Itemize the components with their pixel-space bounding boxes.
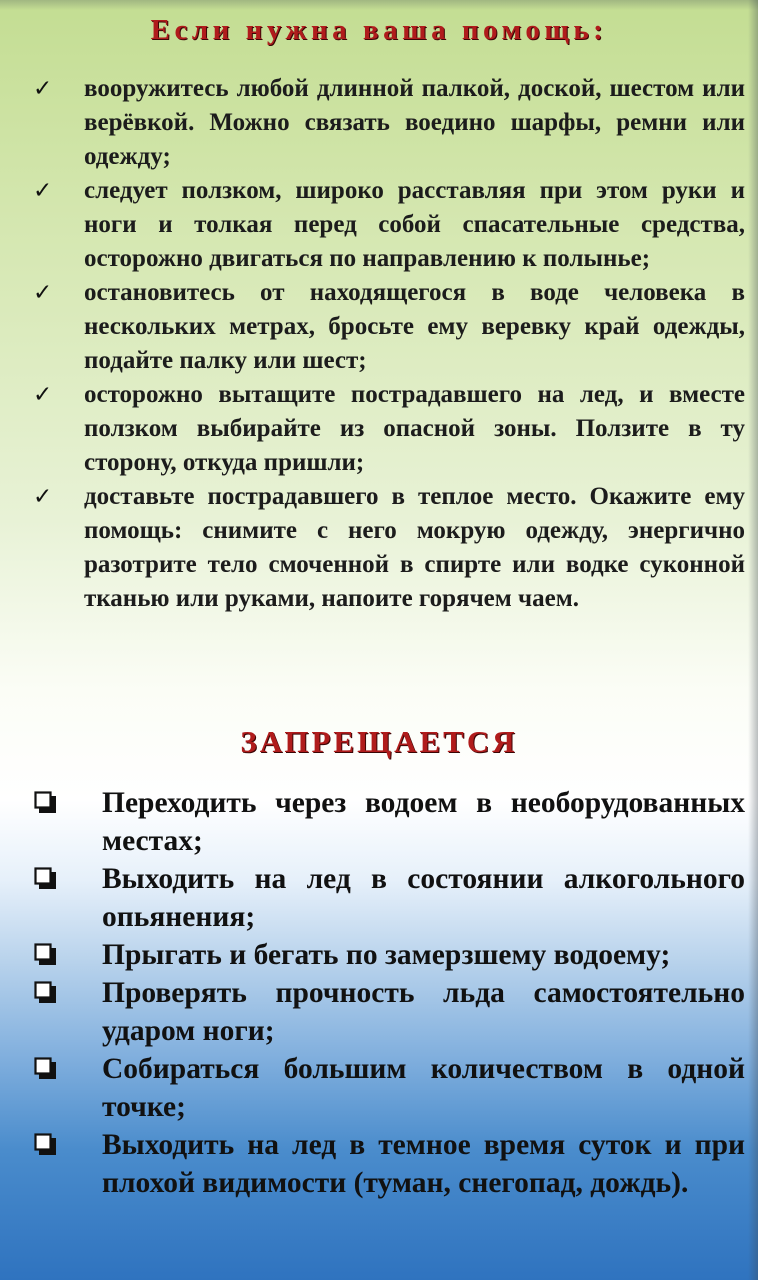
forbidden-item-text: Прыгать и бегать по замерзшему водоему; bbox=[102, 939, 671, 971]
help-step-text: доставьте пострадавшего в теплое место. Окажите ему помощь: снимите с него мокрую одежду, энергично разотрите тело смоченной в спирте или водке суконной тканью или руками, напоите горячем чаем. bbox=[84, 483, 745, 612]
checkbox-icon bbox=[34, 1133, 56, 1155]
forbidden-section-title: ЗАПРЕЩАЕТСЯ bbox=[240, 724, 518, 759]
forbidden-item bbox=[0, 860, 758, 936]
help-step-text: остановитесь от находящегося в воде человека в нескольких метрах, бросьте ему веревку край одежды, подайте палку или шест; bbox=[84, 279, 745, 374]
forbidden-item bbox=[0, 784, 758, 860]
help-step-item bbox=[0, 174, 758, 276]
top-shadow bbox=[0, 0, 758, 10]
forbidden-item-text: Собираться большим количеством в одной точке; bbox=[102, 1053, 745, 1123]
forbidden-item-text: Переходить через водоем в необорудованных местах; bbox=[102, 787, 745, 857]
checkbox-icon bbox=[34, 943, 56, 965]
checkmark-icon: ✓ bbox=[33, 178, 53, 204]
forbidden-item bbox=[0, 974, 758, 1050]
checkmark-icon: ✓ bbox=[33, 382, 53, 408]
help-step-text: осторожно вытащите пострадавшего на лед, и вместе ползком выбирайте из опасной зоны. Ползите в ту сторону, откуда пришли; bbox=[84, 381, 745, 476]
forbidden-item-text: Выходить на лед в темное время суток и при плохой видимости (туман, снегопад, дождь). bbox=[102, 1129, 745, 1199]
checkmark-icon: ✓ bbox=[33, 484, 53, 510]
forbidden-item-text: Проверять прочность льда самостоятельно ударом ноги; bbox=[102, 977, 745, 1047]
checkbox-icon bbox=[34, 1057, 56, 1079]
checkmark-icon: ✓ bbox=[33, 76, 53, 102]
help-step-text: вооружитесь любой длинной палкой, доской, шестом или верёвкой. Можно связать воедино шарфы, ремни или одежду; bbox=[84, 75, 745, 170]
checkbox-icon bbox=[34, 981, 56, 1003]
help-step-item bbox=[0, 480, 758, 616]
checkbox-icon bbox=[34, 791, 56, 813]
help-step-item bbox=[0, 72, 758, 174]
help-section-title: Если нужна ваша помощь: bbox=[150, 14, 608, 46]
forbidden-item bbox=[0, 936, 758, 974]
help-step-text: следует ползком, широко расставляя при этом руки и ноги и толкая перед собой спасательные средства, осторожно двигаться по направлению к полынье; bbox=[84, 177, 745, 272]
checkmark-icon: ✓ bbox=[33, 280, 53, 306]
forbidden-item bbox=[0, 1050, 758, 1126]
forbidden-item-text: Выходить на лед в состоянии алкогольного опьянения; bbox=[102, 863, 745, 933]
forbidden-item bbox=[0, 1126, 758, 1202]
checkbox-icon bbox=[34, 867, 56, 889]
help-steps-list bbox=[0, 72, 758, 616]
help-step-item bbox=[0, 378, 758, 480]
help-step-item bbox=[0, 276, 758, 378]
forbidden-list bbox=[0, 784, 758, 1202]
